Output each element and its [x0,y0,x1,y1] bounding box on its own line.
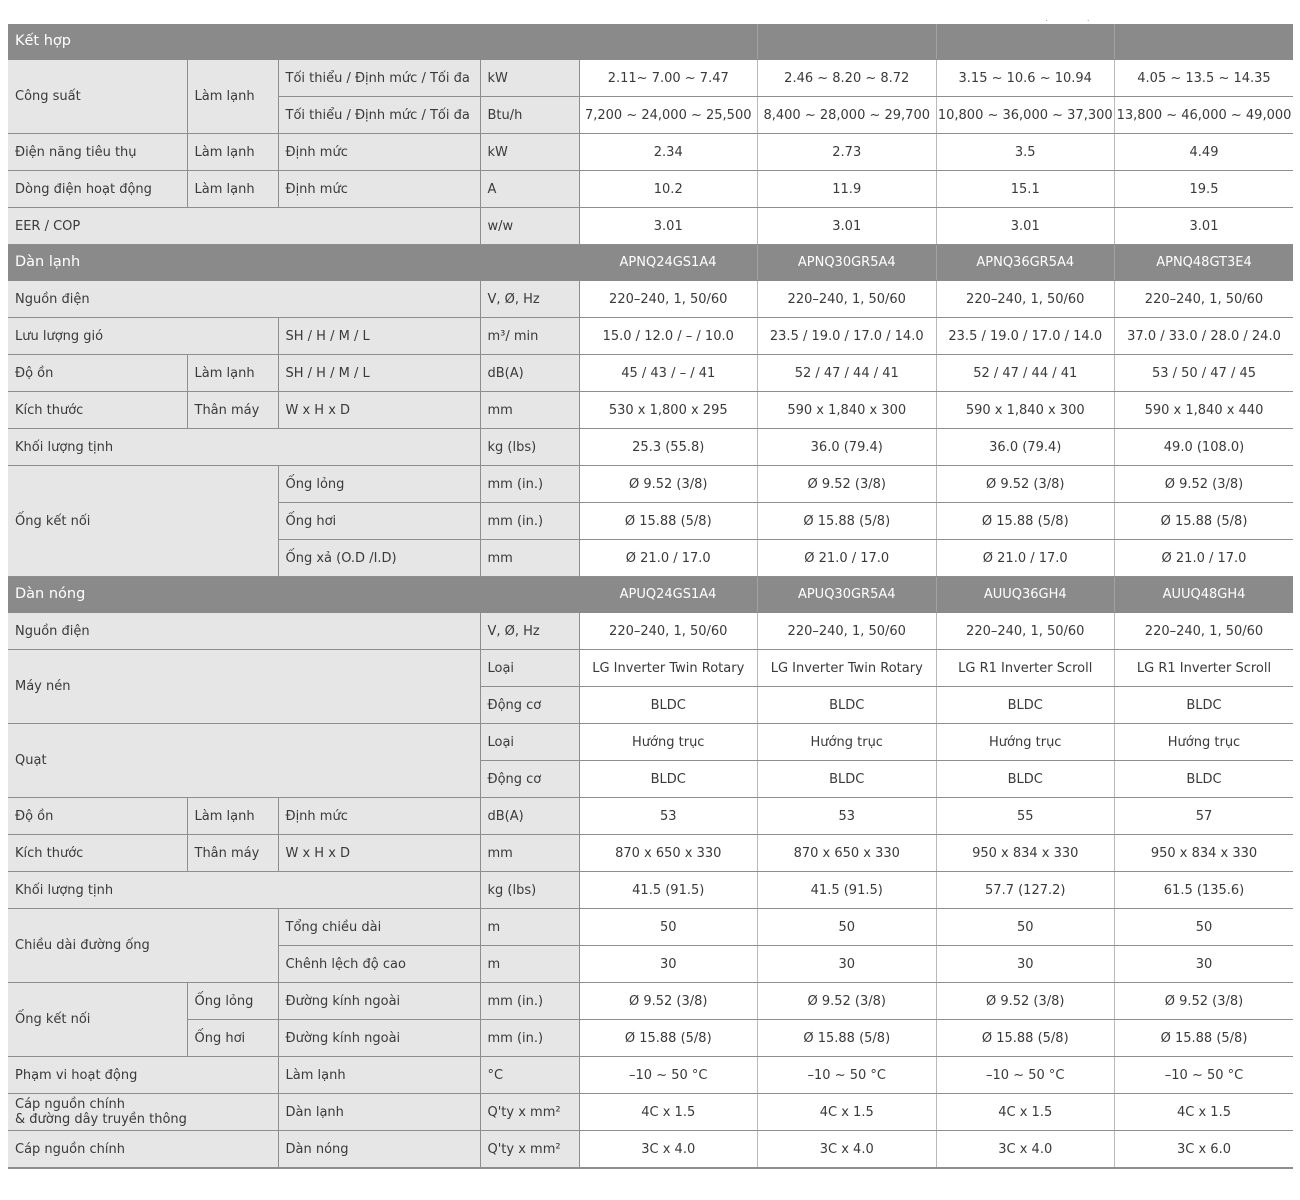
row-label: kg (lbs) [480,429,579,466]
spec-value: Ø 9.52 (3/8) [758,466,937,503]
spec-value: 4C x 1.5 [758,1094,937,1131]
spec-value: BLDC [579,761,758,798]
spec-value: BLDC [758,761,937,798]
spec-value: 57 [1115,798,1294,835]
spec-value: 2.11~ 7.00 ~ 7.47 [579,60,758,97]
spec-value: 10.2 [579,171,758,208]
row-label: Làm lạnh [187,60,278,134]
row-label: Quạt [8,724,480,798]
spec-value: –10 ~ 50 °C [758,1057,937,1094]
spec-row [8,60,1293,97]
spec-value: 25.3 (55.8) [579,429,758,466]
row-label: Định mức [278,798,480,835]
spec-value: BLDC [936,761,1115,798]
row-label: Công suất [8,60,187,134]
row-label: SH / H / M / L [278,355,480,392]
row-label: Chiều dài đường ống [8,909,278,983]
spec-table [8,24,1293,1169]
spec-value: 220–240, 1, 50/60 [936,281,1115,318]
spec-row [8,650,1293,687]
row-label: mm (in.) [480,1020,579,1057]
row-label: Ống lỏng [278,466,480,503]
section-title: Dàn lạnh [8,245,579,281]
row-label: Làm lạnh [187,171,278,208]
spec-row [8,1131,1293,1169]
spec-row [8,1057,1293,1094]
spec-value: Ø 9.52 (3/8) [1115,983,1294,1020]
row-label: Làm lạnh [187,798,278,835]
spec-value: 52 / 47 / 44 / 41 [936,355,1115,392]
section-title: Kết hợp [8,24,579,60]
spec-value: 4C x 1.5 [1115,1094,1294,1131]
row-label: dB(A) [480,355,579,392]
spec-value: Ø 21.0 / 17.0 [936,540,1115,577]
spec-value: 30 [579,946,758,983]
spec-value: Ø 9.52 (3/8) [579,983,758,1020]
row-label: Khối lượng tịnh [8,872,480,909]
row-label: Đường kính ngoài [278,983,480,1020]
spec-value: 23.5 / 19.0 / 17.0 / 14.0 [758,318,937,355]
spec-value: 4.05 ~ 13.5 ~ 14.35 [1115,60,1294,97]
spec-value: 590 x 1,840 x 440 [1115,392,1294,429]
spec-value: Ø 15.88 (5/8) [1115,1020,1294,1057]
row-label: Cáp nguồn chính & đường dây truyền thông [8,1094,278,1131]
row-label: Ống kết nối [8,983,187,1057]
row-label: Độ ồn [8,355,187,392]
row-label: Tối thiểu / Định mức / Tối đa [278,60,480,97]
spec-value: 15.1 [936,171,1115,208]
row-label: Động cơ [480,761,579,798]
spec-row [8,872,1293,909]
row-label: Q'ty x mm² [480,1131,579,1169]
spec-value: LG R1 Inverter Scroll [936,650,1115,687]
spec-row [8,281,1293,318]
row-label: Làm lạnh [278,1057,480,1094]
top-marks: . . [1045,14,1108,24]
spec-value: 220–240, 1, 50/60 [1115,281,1294,318]
spec-value: 870 x 650 x 330 [579,835,758,872]
row-label: mm (in.) [480,466,579,503]
spec-value: Ø 9.52 (3/8) [1115,466,1294,503]
row-label: V, Ø, Hz [480,613,579,650]
row-label: Ống lỏng [187,983,278,1020]
spec-value: BLDC [1115,761,1294,798]
spec-value: 50 [579,909,758,946]
spec-value: BLDC [758,687,937,724]
spec-value: 3.15 ~ 10.6 ~ 10.94 [936,60,1115,97]
row-label: °C [480,1057,579,1094]
spec-row [8,355,1293,392]
spec-value: 50 [936,909,1115,946]
spec-value: 30 [936,946,1115,983]
section-header-outdoor-unit [8,577,1293,613]
row-label: W x H x D [278,392,480,429]
spec-value: –10 ~ 50 °C [579,1057,758,1094]
row-label: EER / COP [8,208,480,245]
row-label: mm [480,835,579,872]
row-label: Điện năng tiêu thụ [8,134,187,171]
spec-value: 590 x 1,840 x 300 [936,392,1115,429]
spec-value: 220–240, 1, 50/60 [936,613,1115,650]
row-label: Btu/h [480,97,579,134]
row-label: m [480,909,579,946]
row-label: Ống xả (O.D /I.D) [278,540,480,577]
spec-value: Ø 15.88 (5/8) [579,1020,758,1057]
spec-value: Ø 21.0 / 17.0 [1115,540,1294,577]
spec-value: 49.0 (108.0) [1115,429,1294,466]
section-title: Dàn nóng [8,577,579,613]
spec-value: 23.5 / 19.0 / 17.0 / 14.0 [936,318,1115,355]
spec-value: 220–240, 1, 50/60 [1115,613,1294,650]
spec-value: LG R1 Inverter Scroll [1115,650,1294,687]
row-label: Ống hơi [278,503,480,540]
spec-value: 37.0 / 33.0 / 28.0 / 24.0 [1115,318,1294,355]
spec-row [8,392,1293,429]
spec-value: 3C x 6.0 [1115,1131,1294,1169]
spec-value: Ø 21.0 / 17.0 [758,540,937,577]
row-label: kW [480,60,579,97]
row-label: Làm lạnh [187,134,278,171]
row-label: Định mức [278,171,480,208]
spec-value: –10 ~ 50 °C [1115,1057,1294,1094]
spec-value: 3.01 [758,208,937,245]
spec-value: 57.7 (127.2) [936,872,1115,909]
row-label: Ống kết nối [8,466,278,577]
spec-value: Ø 15.88 (5/8) [579,503,758,540]
spec-value: BLDC [936,687,1115,724]
spec-value: 950 x 834 x 330 [1115,835,1294,872]
spec-value: Ø 15.88 (5/8) [936,503,1115,540]
spec-value: Ø 15.88 (5/8) [936,1020,1115,1057]
spec-value: Ø 15.88 (5/8) [1115,503,1294,540]
spec-value: 30 [758,946,937,983]
spec-value: 530 x 1,800 x 295 [579,392,758,429]
row-label: Chênh lệch độ cao [278,946,480,983]
spec-value: 3C x 4.0 [579,1131,758,1169]
spec-value: LG Inverter Twin Rotary [758,650,937,687]
spec-value: 4C x 1.5 [936,1094,1115,1131]
spec-value: 36.0 (79.4) [758,429,937,466]
row-label: w/w [480,208,579,245]
spec-value: 2.46 ~ 8.20 ~ 8.72 [758,60,937,97]
model-header: APNQ36GR5A4 [936,245,1115,281]
spec-table-wrapper [8,24,1293,1169]
model-header: AUUQ48GH4 [1115,577,1294,613]
row-label: dB(A) [480,798,579,835]
row-label: Khối lượng tịnh [8,429,480,466]
spec-row [8,798,1293,835]
spec-row [8,171,1293,208]
spec-value: 4C x 1.5 [579,1094,758,1131]
spec-value: 220–240, 1, 50/60 [579,613,758,650]
row-label: Thân máy [187,835,278,872]
row-label: Kích thước [8,835,187,872]
row-label: Làm lạnh [187,355,278,392]
row-label: Loại [480,650,579,687]
spec-value: Ø 9.52 (3/8) [758,983,937,1020]
row-label: Tổng chiều dài [278,909,480,946]
row-label: Độ ồn [8,798,187,835]
spec-row [8,429,1293,466]
spec-value: 2.73 [758,134,937,171]
spec-value: 53 [758,798,937,835]
row-label: mm (in.) [480,503,579,540]
spec-value: 950 x 834 x 330 [936,835,1115,872]
spec-value: 53 [579,798,758,835]
row-label: Kích thước [8,392,187,429]
spec-value: 4.49 [1115,134,1294,171]
spec-value: 45 / 43 / – / 41 [579,355,758,392]
model-header: APNQ24GS1A4 [579,245,758,281]
section-header-indoor-unit [8,245,1293,281]
model-header: APUQ30GR5A4 [758,577,937,613]
row-label: Loại [480,724,579,761]
row-label: Nguồn điện [8,281,480,318]
spec-row [8,983,1293,1020]
row-label: Máy nén [8,650,480,724]
row-label: Phạm vi hoạt động [8,1057,278,1094]
spec-value: 10,800 ~ 36,000 ~ 37,300 [936,97,1115,134]
spec-value: Hướng trục [1115,724,1294,761]
row-label: Động cơ [480,687,579,724]
model-header [1115,24,1294,60]
spec-value: 30 [1115,946,1294,983]
row-label: Dàn lạnh [278,1094,480,1131]
row-label: Định mức [278,134,480,171]
spec-value: 220–240, 1, 50/60 [579,281,758,318]
spec-row [8,613,1293,650]
model-header [936,24,1115,60]
spec-value: Ø 15.88 (5/8) [758,503,937,540]
row-label: m³/ min [480,318,579,355]
model-header [579,24,758,60]
spec-value: 19.5 [1115,171,1294,208]
spec-value: Ø 9.52 (3/8) [579,466,758,503]
row-label: mm [480,392,579,429]
spec-value: 50 [758,909,937,946]
spec-value: BLDC [579,687,758,724]
spec-value: Ø 21.0 / 17.0 [579,540,758,577]
spec-value: BLDC [1115,687,1294,724]
row-label: SH / H / M / L [278,318,480,355]
spec-value: 220–240, 1, 50/60 [758,613,937,650]
row-label: Lưu lượng gió [8,318,278,355]
spec-row [8,208,1293,245]
spec-value: Hướng trục [936,724,1115,761]
row-label: kg (lbs) [480,872,579,909]
spec-row [8,1094,1293,1131]
spec-value: 50 [1115,909,1294,946]
spec-value: 3.01 [1115,208,1294,245]
row-label: mm (in.) [480,983,579,1020]
spec-value: 11.9 [758,171,937,208]
spec-value: 8,400 ~ 28,000 ~ 29,700 [758,97,937,134]
spec-value: 13,800 ~ 46,000 ~ 49,000 [1115,97,1294,134]
row-label: A [480,171,579,208]
spec-value: Hướng trục [579,724,758,761]
row-label: Q'ty x mm² [480,1094,579,1131]
row-label: Ống hơi [187,1020,278,1057]
spec-value: 3.01 [936,208,1115,245]
spec-row [8,466,1293,503]
spec-row [8,835,1293,872]
spec-value: 53 / 50 / 47 / 45 [1115,355,1294,392]
model-header: AUUQ36GH4 [936,577,1115,613]
row-label: mm [480,540,579,577]
row-label: Dàn nóng [278,1131,480,1169]
section-header-combination [8,24,1293,60]
spec-value: 870 x 650 x 330 [758,835,937,872]
spec-value: Ø 15.88 (5/8) [758,1020,937,1057]
model-header: APNQ30GR5A4 [758,245,937,281]
spec-value: 3C x 4.0 [758,1131,937,1169]
row-label: V, Ø, Hz [480,281,579,318]
spec-value: 61.5 (135.6) [1115,872,1294,909]
row-label: Thân máy [187,392,278,429]
spec-value: 2.34 [579,134,758,171]
row-label: Tối thiểu / Định mức / Tối đa [278,97,480,134]
spec-value: 3.01 [579,208,758,245]
spec-value: Hướng trục [758,724,937,761]
spec-value: 41.5 (91.5) [579,872,758,909]
spec-value: LG Inverter Twin Rotary [579,650,758,687]
spec-value: 220–240, 1, 50/60 [758,281,937,318]
spec-value: 3C x 4.0 [936,1131,1115,1169]
spec-value: 15.0 / 12.0 / – / 10.0 [579,318,758,355]
spec-value: 7,200 ~ 24,000 ~ 25,500 [579,97,758,134]
spec-row [8,1020,1293,1057]
spec-value: Ø 9.52 (3/8) [936,466,1115,503]
spec-value: 36.0 (79.4) [936,429,1115,466]
spec-value: 3.5 [936,134,1115,171]
model-header: APNQ48GT3E4 [1115,245,1294,281]
spec-value: 590 x 1,840 x 300 [758,392,937,429]
row-label: kW [480,134,579,171]
spec-value: 55 [936,798,1115,835]
spec-value: –10 ~ 50 °C [936,1057,1115,1094]
spec-value: 41.5 (91.5) [758,872,937,909]
row-label: Dòng điện hoạt động [8,171,187,208]
spec-row [8,724,1293,761]
row-label: W x H x D [278,835,480,872]
model-header [758,24,937,60]
row-label: Cáp nguồn chính [8,1131,278,1169]
row-label: Nguồn điện [8,613,480,650]
spec-value: 52 / 47 / 44 / 41 [758,355,937,392]
spec-row [8,909,1293,946]
spec-value: Ø 9.52 (3/8) [936,983,1115,1020]
model-header: APUQ24GS1A4 [579,577,758,613]
spec-row [8,134,1293,171]
spec-row [8,318,1293,355]
row-label: m [480,946,579,983]
row-label: Đường kính ngoài [278,1020,480,1057]
